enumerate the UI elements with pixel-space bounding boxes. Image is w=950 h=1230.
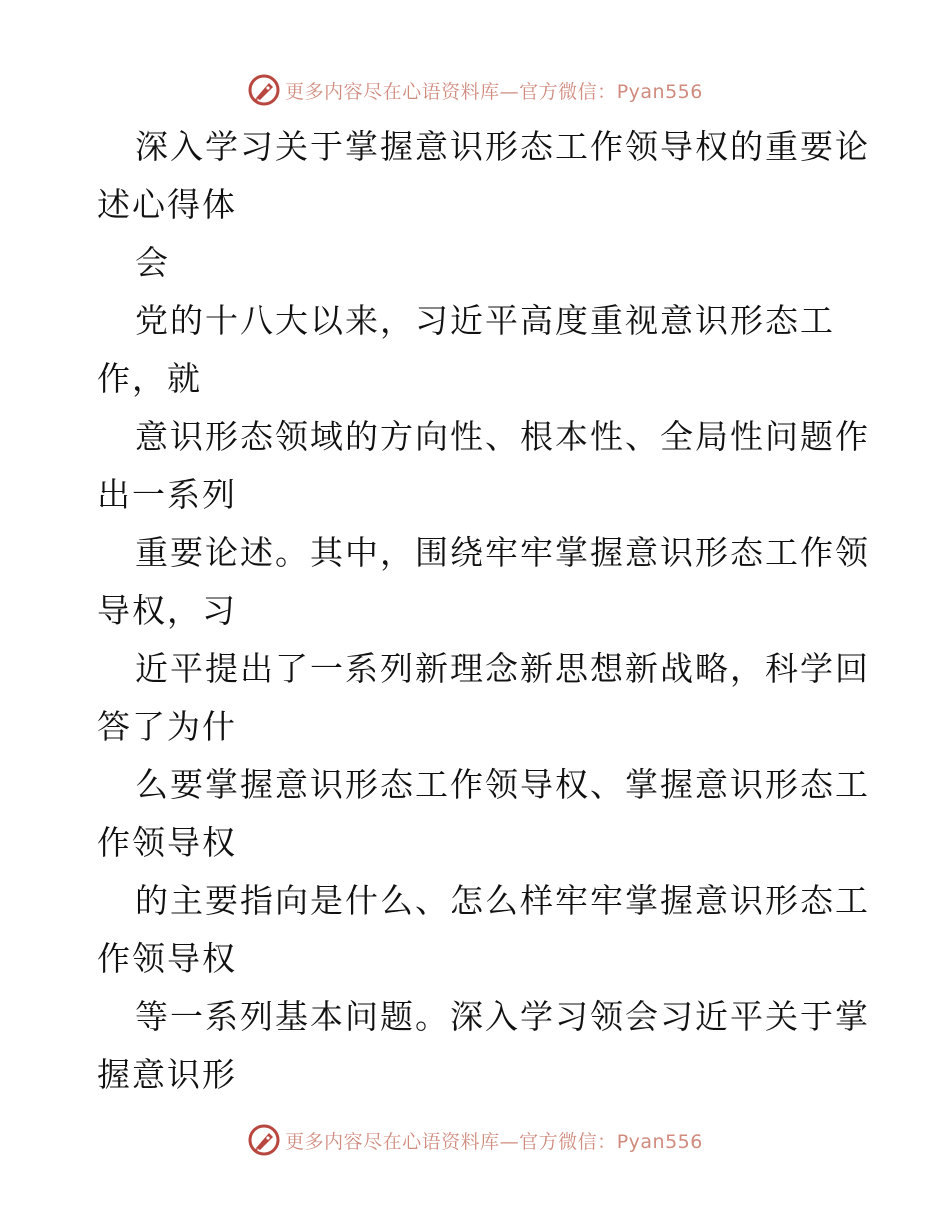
paragraph-line: 作领导权 <box>97 823 237 862</box>
paragraph-line: 答了为什 <box>97 707 237 746</box>
paragraph-line: 等一系列基本问题。深入学习领会习近平关于掌 <box>135 997 870 1036</box>
footer-brand: 更多内容尽在心语资料库 <box>285 1130 500 1153</box>
footer-separator: — <box>499 1130 520 1153</box>
footer-banner-text <box>285 1127 703 1154</box>
document-title-line: 述心得体 <box>97 185 237 224</box>
footer-official-label: 官方微信： <box>519 1130 617 1153</box>
paragraph-line: 意识形态领域的方向性、根本性、全局性问题作 <box>135 417 870 456</box>
header-banner <box>0 70 950 110</box>
paragraph-line: 作领导权 <box>97 939 237 978</box>
header-wechat-handle: Pyan556 <box>616 80 703 103</box>
header-official-label: 官方微信： <box>519 80 617 103</box>
document-title-line: 深入学习关于掌握意识形态工作领导权的重要论 <box>135 127 870 166</box>
paragraph-line: 近平提出了一系列新理念新思想新战略，科学回 <box>135 649 870 688</box>
paragraph-line: 作，就 <box>97 359 202 398</box>
pen-logo-icon <box>247 1123 281 1157</box>
document-title-line: 会 <box>135 243 170 282</box>
header-brand: 更多内容尽在心语资料库 <box>285 80 500 103</box>
header-separator: — <box>499 80 520 103</box>
paragraph-line: 出一系列 <box>97 475 237 514</box>
paragraph-line: 导权，习 <box>97 591 237 630</box>
document-body <box>97 118 870 1104</box>
paragraph-line: 党的十八大以来，习近平高度重视意识形态工 <box>135 301 835 340</box>
paragraph-line: 么要掌握意识形态工作领导权、掌握意识形态工 <box>135 765 870 804</box>
paragraph-line: 重要论述。其中，围绕牢牢掌握意识形态工作领 <box>135 533 870 572</box>
paragraph-line: 握意识形 <box>97 1055 237 1094</box>
footer-wechat-handle: Pyan556 <box>616 1130 703 1153</box>
pen-logo-icon <box>247 73 281 107</box>
header-banner-text <box>285 77 703 104</box>
footer-banner <box>0 1120 950 1160</box>
paragraph-line: 的主要指向是什么、怎么样牢牢掌握意识形态工 <box>135 881 870 920</box>
